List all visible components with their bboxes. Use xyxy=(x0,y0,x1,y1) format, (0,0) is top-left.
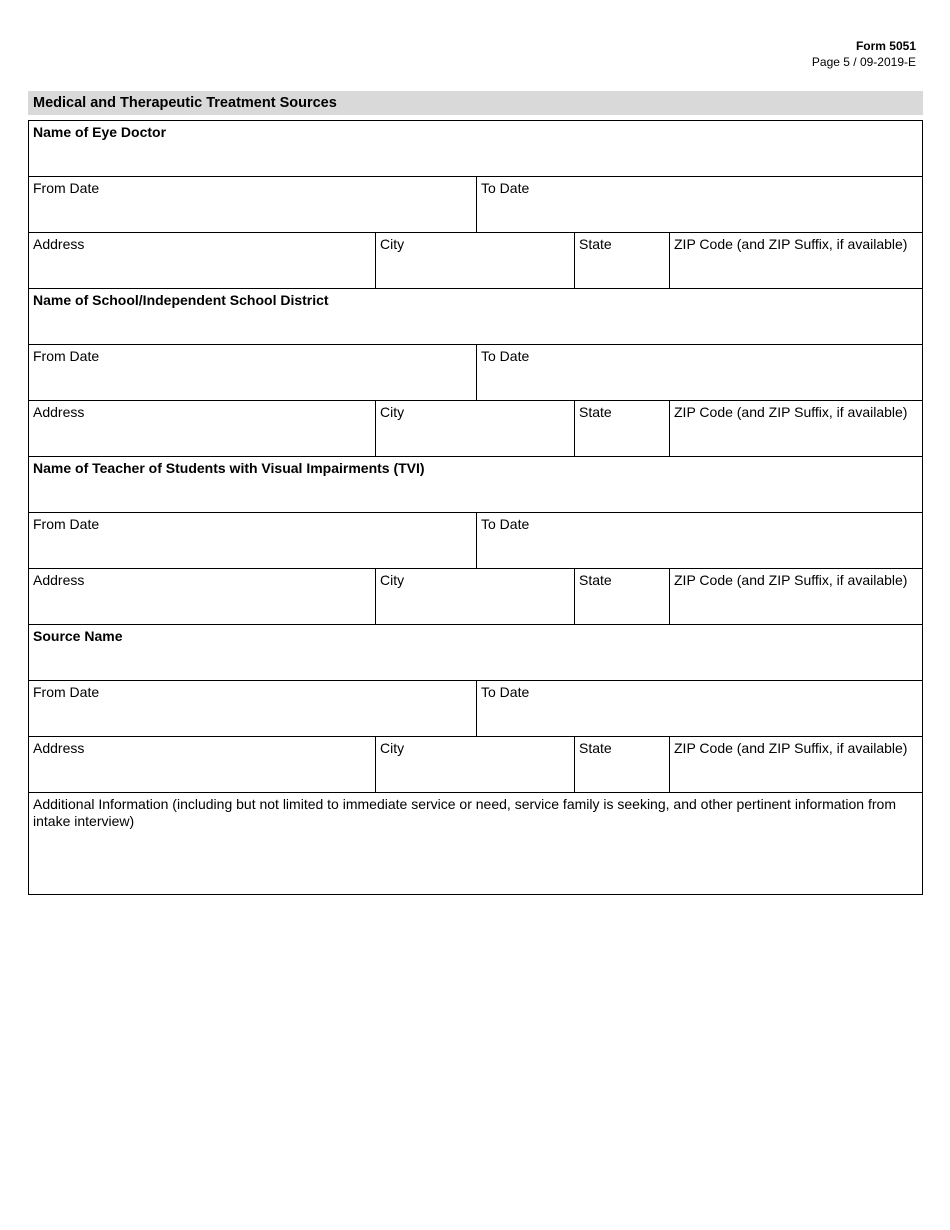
from-date-field[interactable]: From Date xyxy=(33,516,100,532)
zip-field[interactable]: ZIP Code (and ZIP Suffix, if available) xyxy=(669,401,922,456)
additional-info-row xyxy=(29,793,922,895)
to-date-field[interactable]: To Date xyxy=(476,345,922,400)
form-number: Form 5051 xyxy=(855,39,916,53)
date-row xyxy=(29,345,922,401)
address-row xyxy=(29,233,922,289)
city-field[interactable]: City xyxy=(375,233,574,288)
eye-doctor-name-field[interactable]: Name of Eye Doctor xyxy=(33,124,167,140)
address-row xyxy=(29,569,922,625)
zip-field[interactable]: ZIP Code (and ZIP Suffix, if available) xyxy=(669,569,922,624)
date-row xyxy=(29,681,922,737)
address-row xyxy=(29,401,922,457)
tvi-name-field[interactable]: Name of Teacher of Students with Visual Impairments (TVI) xyxy=(33,460,425,476)
from-date-field[interactable]: From Date xyxy=(33,348,100,364)
date-row xyxy=(29,177,922,233)
section-title: Medical and Therapeutic Treatment Sources xyxy=(28,91,923,115)
from-date-field[interactable]: From Date xyxy=(33,180,100,196)
state-field[interactable]: State xyxy=(574,233,669,288)
city-field[interactable]: City xyxy=(375,401,574,456)
to-date-field[interactable]: To Date xyxy=(476,681,922,736)
address-field[interactable]: Address xyxy=(33,740,85,756)
city-field[interactable]: City xyxy=(375,737,574,792)
state-field[interactable]: State xyxy=(574,569,669,624)
page-info: Page 5 / 09-2019-E xyxy=(811,55,916,69)
additional-info-field[interactable]: Additional Information (including but not limited to immediate service or need, service family is seeking, and other pertinent information from intake interview) xyxy=(33,796,896,829)
source-name-row xyxy=(29,457,922,513)
state-field[interactable]: State xyxy=(574,401,669,456)
state-field[interactable]: State xyxy=(574,737,669,792)
source-name-field[interactable]: Source Name xyxy=(33,628,123,644)
source-name-row xyxy=(29,289,922,345)
city-field[interactable]: City xyxy=(375,569,574,624)
zip-field[interactable]: ZIP Code (and ZIP Suffix, if available) xyxy=(669,233,922,288)
school-district-name-field[interactable]: Name of School/Independent School District xyxy=(33,292,329,308)
to-date-field[interactable]: To Date xyxy=(476,513,922,568)
address-field[interactable]: Address xyxy=(33,572,85,588)
treatment-sources-grid xyxy=(28,120,923,895)
address-field[interactable]: Address xyxy=(33,236,85,252)
address-row xyxy=(29,737,922,793)
zip-field[interactable]: ZIP Code (and ZIP Suffix, if available) xyxy=(669,737,922,792)
source-name-row xyxy=(29,121,922,177)
date-row xyxy=(29,513,922,569)
source-name-row xyxy=(29,625,922,681)
to-date-field[interactable]: To Date xyxy=(476,177,922,232)
from-date-field[interactable]: From Date xyxy=(33,684,100,700)
form-header xyxy=(812,38,916,70)
address-field[interactable]: Address xyxy=(33,404,85,420)
